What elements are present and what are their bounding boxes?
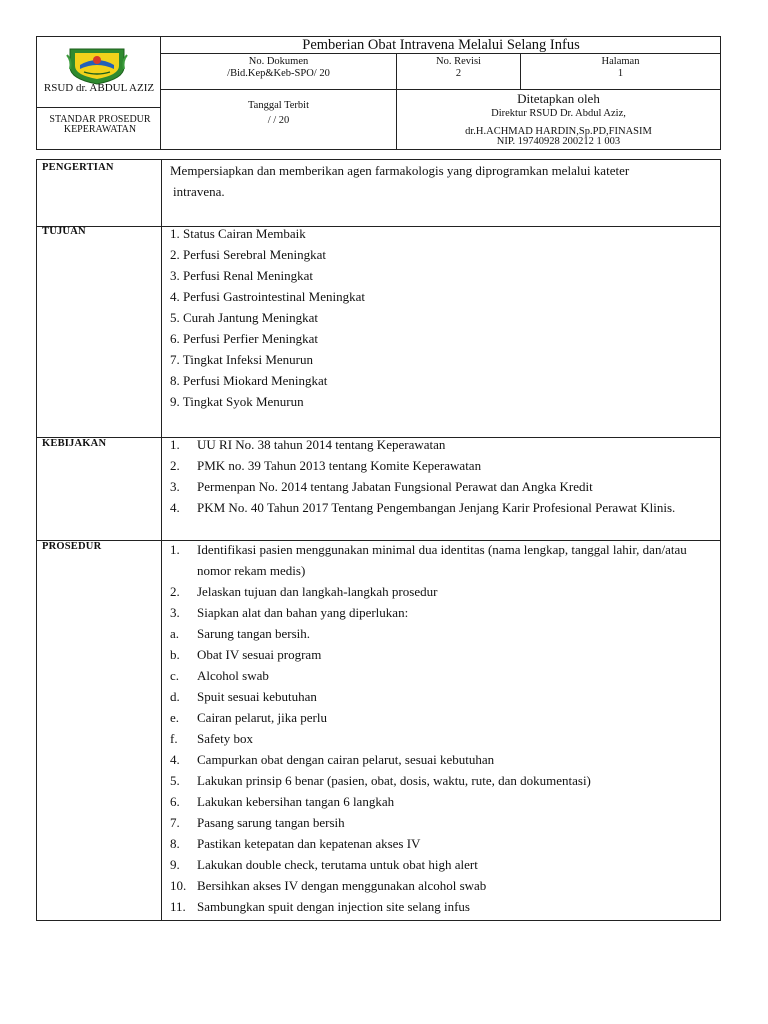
list-item: [170, 665, 718, 686]
list-marker: 5.: [170, 773, 180, 788]
list-item-text: Spuit sesuai kebutuhan: [197, 689, 317, 704]
issue-date-label: Tanggal Terbit: [247, 100, 310, 111]
list-marker: 4.: [170, 500, 180, 515]
list-marker: 7.: [170, 815, 180, 830]
list-item-text: Jelaskan tujuan dan langkah-langkah prosedur: [197, 584, 438, 599]
list-marker: f.: [170, 731, 178, 746]
list-item: [170, 791, 718, 812]
list-item: 4. Perfusi Gastrointestinal Meningkat: [170, 289, 365, 304]
section-label-pengertian: PENGERTIAN: [42, 162, 114, 173]
list-item: [170, 707, 718, 728]
sop-type-label: STANDAR PROSEDUR KEPERAWATAN: [49, 114, 151, 135]
list-item: 5. Curah Jantung Meningkat: [170, 310, 319, 325]
list-item: [170, 602, 718, 623]
list-marker: 1.: [170, 542, 180, 557]
list-item: 7. Tingkat Infeksi Menurun: [170, 352, 313, 367]
section-label-prosedur: PROSEDUR: [42, 541, 102, 552]
list-item-text: Lakukan double check, terutama untuk obat high alert: [197, 857, 478, 872]
list-item: [170, 728, 718, 749]
list-marker: 3.: [170, 479, 180, 494]
list-marker: 9.: [170, 857, 180, 872]
definition-line: intravena.: [173, 184, 225, 199]
list-item: 3. Perfusi Renal Meningkat: [170, 268, 313, 283]
list-item: [170, 854, 718, 875]
list-marker: 10.: [170, 878, 187, 893]
list-item-text: Campurkan obat dengan cairan pelarut, sesuai kebutuhan: [197, 752, 495, 767]
document-header: [36, 36, 721, 150]
list-item: [170, 434, 718, 455]
list-marker: b.: [170, 647, 180, 662]
list-item: [170, 644, 718, 665]
list-item: [170, 875, 718, 896]
list-item-text: Sambungkan spuit dengan injection site selang infus: [197, 899, 470, 914]
list-marker: 1.: [170, 437, 180, 452]
approver-title: Direktur RSUD Dr. Abdul Aziz,: [491, 108, 626, 119]
page-value: 1: [617, 68, 624, 79]
list-item-text: Sarung tangan bersih.: [197, 626, 311, 641]
list-item-text: PKM No. 40 Tahun 2017 Tentang Pengembangan Jenjang Karir Profesional Perawat Klinis.: [197, 500, 676, 515]
list-item: [170, 896, 718, 917]
header-divider: [160, 89, 720, 90]
list-item-text: Permenpan No. 2014 tentang Jabatan Fungsional Perawat dan Angka Kredit: [197, 479, 593, 494]
doc-number-label: No. Dokumen: [248, 56, 309, 67]
list-item: [170, 623, 718, 644]
list-item-text: Cairan pelarut, jika perlu: [197, 710, 327, 725]
section-label-kebijakan: KEBIJAKAN: [42, 438, 107, 449]
list-marker: 3.: [170, 605, 180, 620]
list-marker: 2.: [170, 584, 180, 599]
list-marker: 2.: [170, 458, 180, 473]
issue-date-value: / / 20: [267, 115, 290, 126]
list-item: 9. Tingkat Syok Menurun: [170, 394, 304, 409]
approver-nip: NIP. 19740928 200212 1 003: [496, 136, 621, 147]
list-marker: a.: [170, 626, 180, 641]
procedure-list: [170, 539, 718, 917]
list-item-text: Identifikasi pasien menggunakan minimal dua identitas (nama lengkap, tanggal lahir, dan/atau nomor rekam medis): [197, 542, 687, 578]
hospital-logo-icon: [66, 45, 128, 85]
list-item-text: Siapkan alat dan bahan yang diperlukan:: [197, 605, 409, 620]
list-marker: e.: [170, 710, 180, 725]
section-label-tujuan: TUJUAN: [42, 226, 86, 237]
list-item-text: Obat IV sesuai program: [197, 647, 322, 662]
list-item: 8. Perfusi Miokard Meningkat: [170, 373, 328, 388]
list-item: 2. Perfusi Serebral Meningkat: [170, 247, 326, 262]
list-item-text: Pasang sarung tangan bersih: [197, 815, 345, 830]
list-marker: 6.: [170, 794, 180, 809]
list-item: [170, 812, 718, 833]
revision-value: 2: [455, 68, 462, 79]
list-item: [170, 749, 718, 770]
document-title: Pemberian Obat Intravena Melalui Selang Infus: [302, 37, 580, 53]
list-marker: d.: [170, 689, 180, 704]
page-label: Halaman: [601, 56, 640, 67]
list-marker: 8.: [170, 836, 180, 851]
list-item: [170, 770, 718, 791]
sop-content-table: [36, 159, 721, 921]
header-divider: [160, 53, 720, 54]
list-item: [170, 833, 718, 854]
list-item-text: PMK no. 39 Tahun 2013 tentang Komite Keperawatan: [197, 458, 482, 473]
approved-by-label: Ditetapkan oleh: [517, 91, 600, 106]
definition-line: Mempersiapkan dan memberikan agen farmakologis yang diprogramkan melalui kateter: [170, 163, 630, 178]
list-item: [170, 581, 718, 602]
doc-number-value: /Bid.Kep&Keb-SPO/ 20: [227, 68, 330, 79]
list-item-text: Lakukan prinsip 6 benar (pasien, obat, dosis, waktu, rute, dan dokumentasi): [197, 773, 591, 788]
hospital-name: RSUD dr. ABDUL AZIZ: [43, 82, 155, 94]
list-item-text: Lakukan kebersihan tangan 6 langkah: [197, 794, 395, 809]
hospital-cell: [37, 37, 161, 149]
list-marker: 11.: [170, 899, 186, 914]
approver-name: dr.H.ACHMAD HARDIN,Sp.PD,FINASIM: [465, 126, 652, 137]
objectives-list: [170, 223, 718, 412]
list-item: 1. Status Cairan Membaik: [170, 226, 306, 241]
list-item: [170, 476, 718, 497]
list-marker: c.: [170, 668, 180, 683]
list-item-text: Alcohol swab: [197, 668, 269, 683]
list-item: [170, 455, 718, 476]
list-item: [170, 497, 718, 518]
list-item-text: Pastikan ketepatan dan kepatenan akses IV: [197, 836, 421, 851]
list-marker: 4.: [170, 752, 180, 767]
list-item: [170, 539, 718, 581]
list-item: 6. Perfusi Perfier Meningkat: [170, 331, 319, 346]
policy-list: [170, 434, 718, 518]
revision-label: No. Revisi: [436, 56, 481, 67]
list-item: [170, 686, 718, 707]
list-item-text: UU RI No. 38 tahun 2014 tentang Keperawatan: [197, 437, 446, 452]
list-item-text: Safety box: [197, 731, 253, 746]
list-item-text: Bersihkan akses IV dengan menggunakan alcohol swab: [197, 878, 487, 893]
